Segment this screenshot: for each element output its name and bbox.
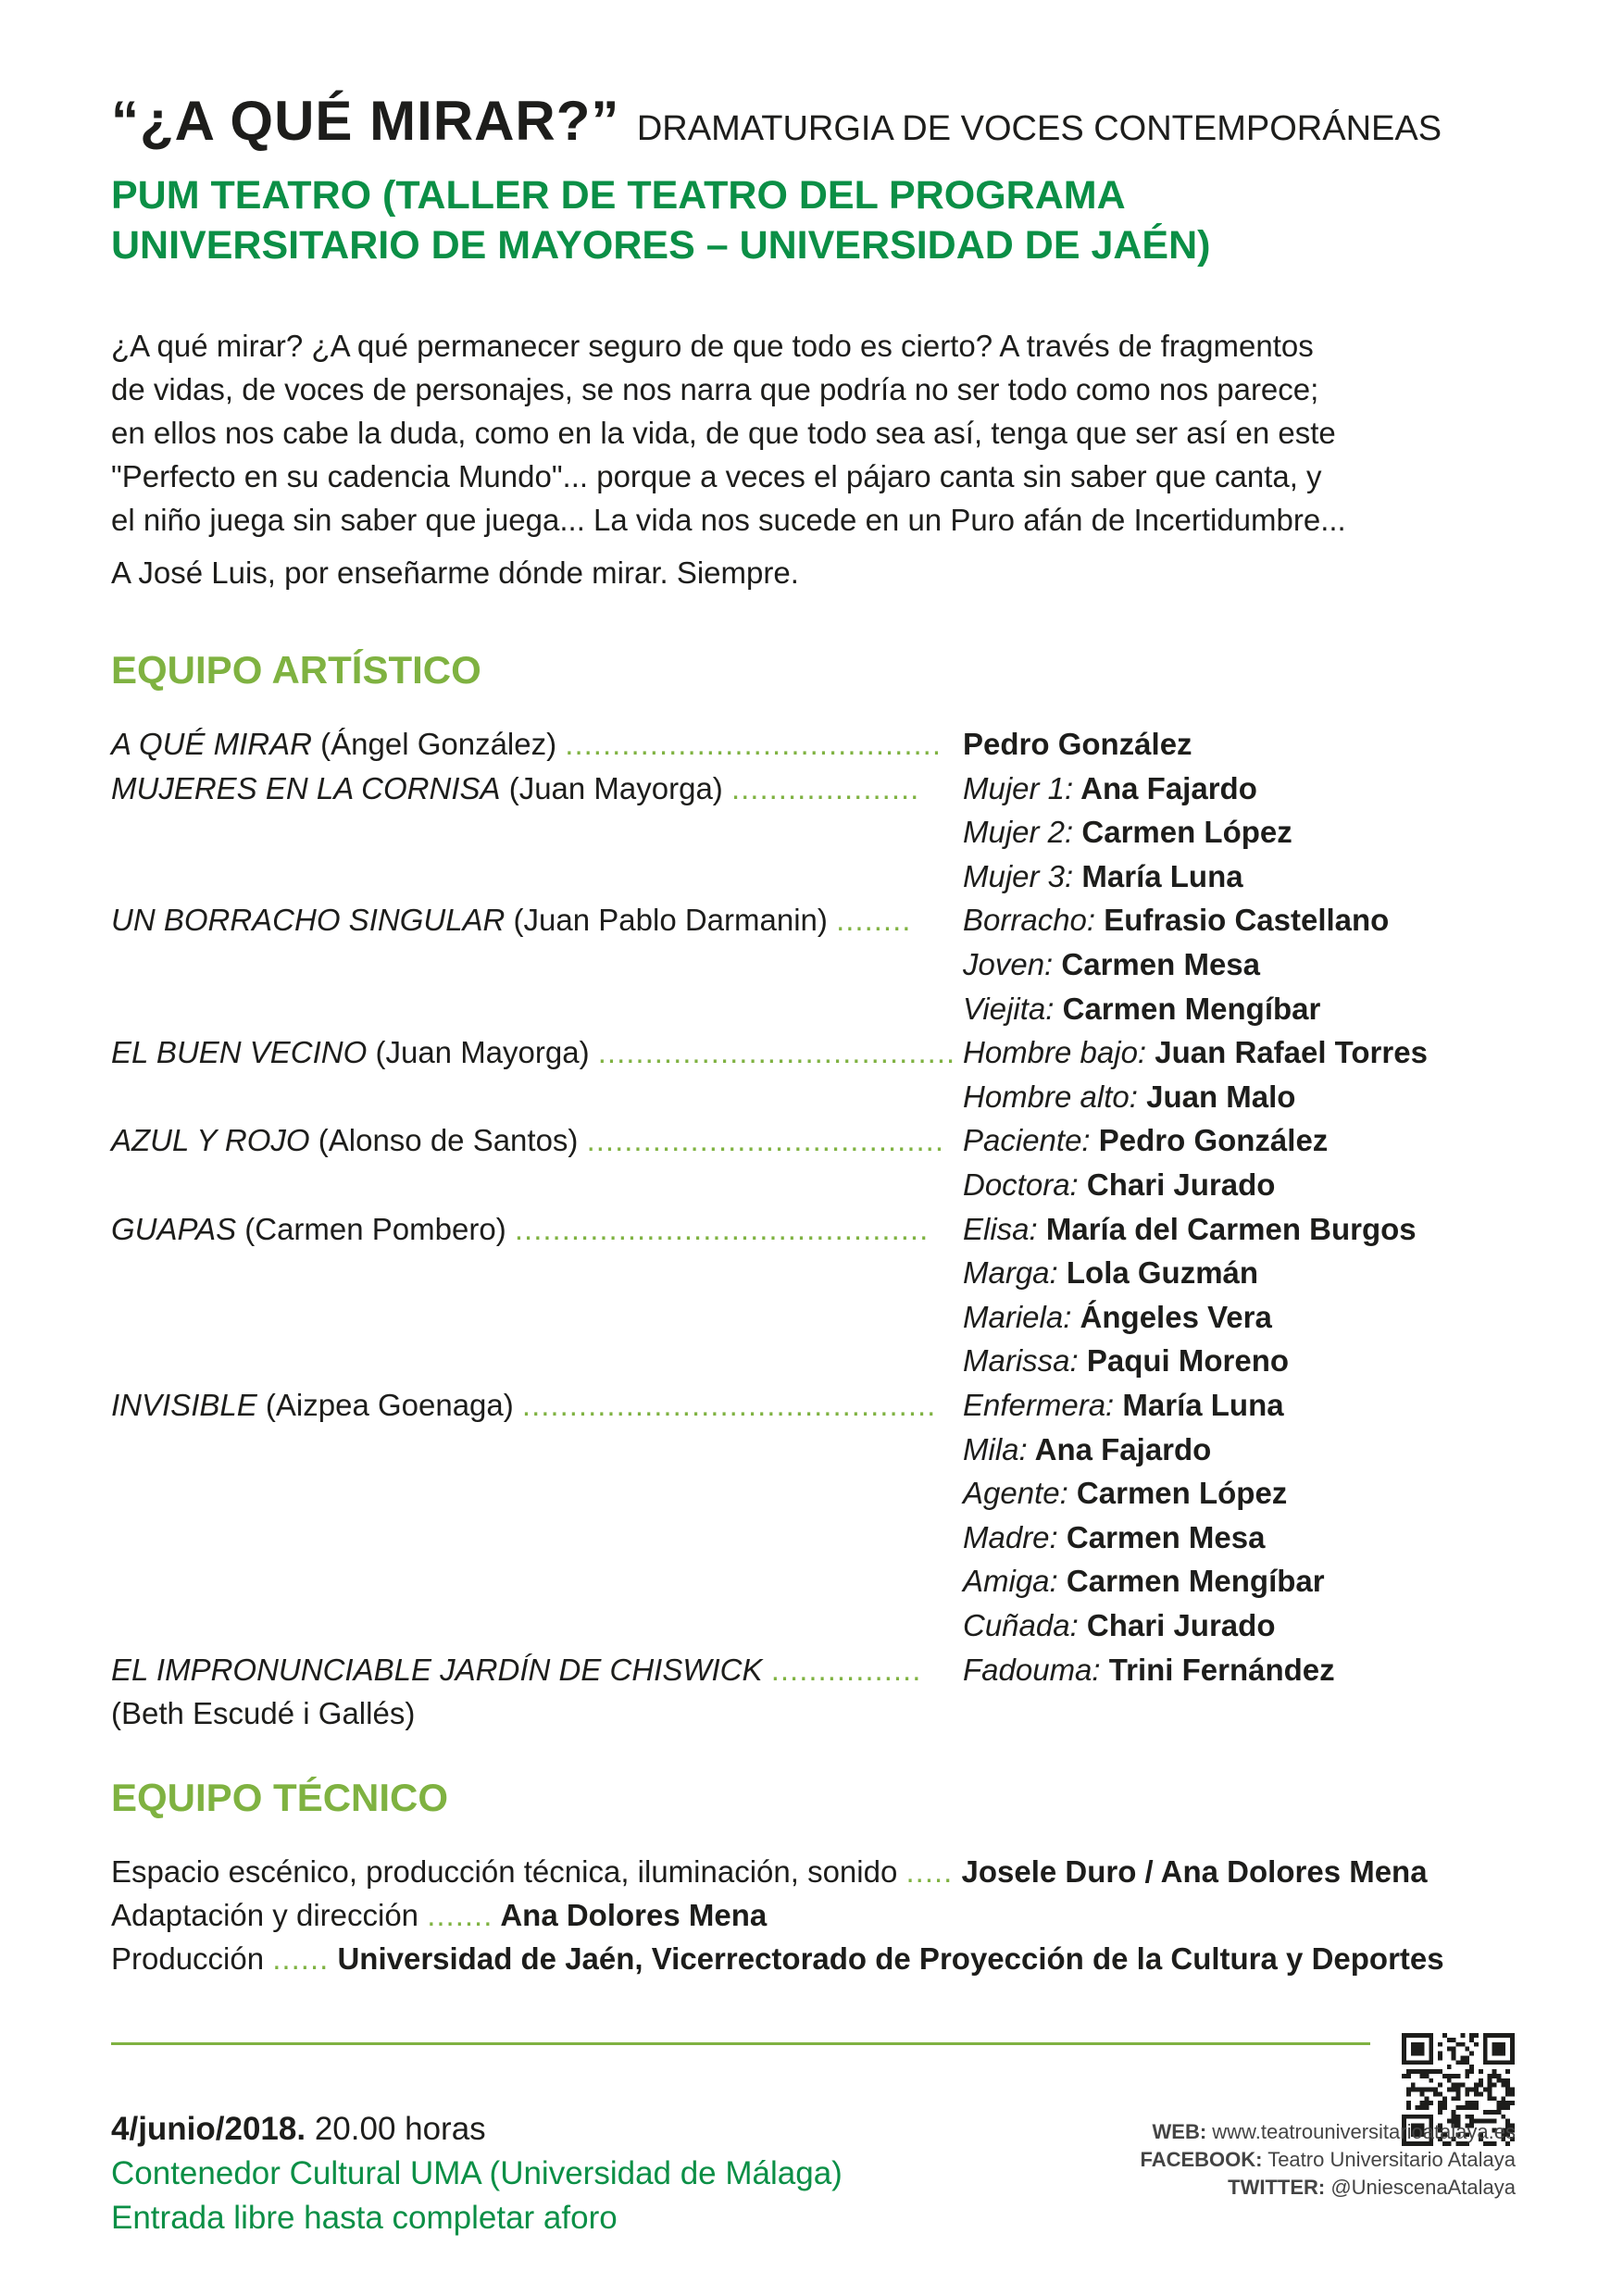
cast-row [111,1691,1555,1735]
cast-row [111,1251,1555,1294]
role-cell [963,767,1257,810]
tech-row [111,1937,1444,1980]
company-line-1: PUM TEATRO (TALLER DE TEATRO DEL PROGRAMA [111,173,1126,218]
web-label: WEB: [1152,2120,1207,2143]
event-venue: Contenedor Cultural UMA (Universidad de Málaga) [111,2155,843,2191]
role-label: Hombre bajo: [963,1035,1147,1070]
actor-name: María Luna [1073,858,1243,893]
actor-name: Eufrasio Castellano [1095,903,1390,938]
artistic-team-heading: EQUIPO ARTÍSTICO [111,648,481,692]
work-author: (Juan Mayorga) [500,770,731,805]
role-label: Elisa: [963,1211,1038,1246]
contact-info [1140,2118,1516,2202]
role-cell [963,1163,1275,1206]
work-author [763,1653,771,1687]
work-author: (Alonso de Santos) [309,1123,587,1158]
actor-name: Carmen Mesa [1053,947,1260,981]
dedication: A José Luis, por enseñarme dónde mirar. Siempre. [111,555,799,590]
role-cell [963,1559,1325,1603]
role-cell [963,1075,1295,1118]
event-time: 20.00 horas [306,2111,486,2147]
cast-row [111,942,1555,986]
role-cell [963,1648,1335,1691]
facebook-link[interactable]: Teatro Universitario Atalaya [1262,2148,1516,2171]
role-cell [963,1251,1258,1294]
cast-row [111,810,1555,854]
twitter-link[interactable]: @UniescenaAtalaya [1325,2176,1516,2199]
cast-row [111,1471,1555,1515]
facebook-line [1140,2146,1516,2174]
cast-row [111,1339,1555,1382]
cast-row [111,767,1555,810]
role-label: Madre: [963,1519,1058,1554]
actor-name: Ángeles Vera [1071,1299,1272,1334]
intro-line: el niño juega sin saber que juega... La vida nos sucede en un Puro afán de Incertidumbre... [111,503,1346,537]
tech-row [111,1850,1428,1893]
role-label: Borracho: [963,903,1096,938]
dot-leader: ................ [770,1652,922,1687]
cast-row [111,1603,1555,1647]
work-cell [111,1030,955,1074]
intro-line: en ellos nos cabe la duda, como en la vida, de que todo sea así, tenga que ser así en este [111,416,1336,450]
actor-name: Carmen López [1067,1476,1288,1511]
role-cell [963,855,1243,898]
work-title: GUAPAS [111,1211,237,1246]
role-label: Marga: [963,1255,1058,1291]
company-line-2: UNIVERSITARIO DE MAYORES – UNIVERSIDAD DE JAÉN) [111,223,1211,268]
cast-row [111,1428,1555,1471]
role-cell [963,1339,1289,1382]
page-title: “¿A QUÉ MIRAR?” [111,90,620,152]
role-cell [963,1295,1272,1339]
work-author: (Carmen Pombero) [236,1211,515,1246]
work-cell [111,1207,929,1251]
cast-row [111,987,1555,1030]
role-label: Enfermera: [963,1388,1115,1422]
actor-name: Ana Fajardo [1027,1431,1212,1466]
twitter-label: TWITTER: [1228,2176,1326,2199]
event-entry: Entrada libre hasta completar aforo [111,2200,618,2236]
tech-value: Universidad de Jaén, Vicerrectorado de Proyección de la Cultura y Deportes [329,1941,1444,1976]
actor-name: Ana Fajardo [1073,770,1257,805]
actor-name: Carmen Mesa [1057,1519,1266,1554]
role-cell [963,810,1292,854]
event-date-time [111,2111,486,2148]
cast-row [111,1075,1555,1118]
work-cell [111,898,911,942]
role-label: Mujer 1: [963,770,1074,805]
work-author: (Juan Mayorga) [367,1035,598,1070]
work-cell [111,1383,936,1427]
role-cell [963,898,1389,942]
cast-row [111,1648,1555,1691]
role-label: Mariela: [963,1299,1072,1334]
role-label: Mujer 2: [963,815,1074,850]
role-label: Fadouma: [963,1652,1101,1687]
cast-row [111,1163,1555,1206]
cast-row [111,1207,1555,1251]
work-title: EL BUEN VECINO [111,1035,368,1070]
work-cell [111,767,919,810]
web-link[interactable]: www.teatrouniversitarioatalaya.es [1206,2120,1516,2143]
role-label: Doctora: [963,1167,1079,1202]
actor-name: Lola Guzmán [1057,1255,1259,1291]
role-label: Viejita: [963,991,1055,1026]
role-cell [963,1030,1428,1074]
tech-value: Ana Dolores Mena [493,1898,768,1932]
actor-name: Chari Jurado [1078,1608,1276,1642]
work-cell [111,1691,415,1735]
role-cell [963,1207,1417,1251]
role-cell [963,1428,1211,1471]
actor-name: Paqui Moreno [1078,1343,1290,1379]
work-title: MUJERES EN LA CORNISA [111,770,501,805]
role-cell [963,1383,1284,1427]
facebook-label: FACEBOOK: [1140,2148,1263,2171]
work-title: AZUL Y ROJO [111,1123,310,1158]
cast-row [111,1383,1555,1427]
role-label: Cuñada: [963,1608,1079,1642]
work-cell [111,1118,944,1162]
role-cell [963,1471,1287,1515]
role-cell [963,987,1320,1030]
tech-label: Producción [111,1941,273,1976]
cast-row [111,1118,1555,1162]
dot-leader: ..... [905,1854,954,1889]
intro-line: ¿A qué mirar? ¿A qué permanecer seguro de que todo es cierto? A través de fragmentos [111,329,1314,363]
tech-value: Josele Duro / Ana Dolores Mena [953,1854,1428,1889]
cast-row [111,1030,1555,1074]
cast-row [111,1295,1555,1339]
role-label: Paciente: [963,1123,1091,1158]
role-cell [963,1603,1275,1647]
intro-line: de vidas, de voces de personajes, se nos narra que podría no ser todo como nos parece; [111,372,1319,406]
intro-paragraph [111,324,1518,542]
work-title: UN BORRACHO SINGULAR [111,903,506,938]
company-name [111,170,1500,270]
work-author: (Aizpea Goenaga) [256,1388,522,1422]
actor-name: Trini Fernández [1100,1652,1335,1687]
dot-leader: ........................................ [565,727,943,761]
tech-row [111,1893,767,1937]
dot-leader: ............................................ [521,1388,937,1422]
actor-name: Juan Rafael Torres [1146,1035,1428,1070]
tech-label: Adaptación y dirección [111,1898,428,1932]
cast-row [111,1559,1555,1603]
web-line [1140,2118,1516,2146]
dot-leader: ...................................... [597,1035,956,1070]
event-date: 4/junio/2018. [111,2111,306,2147]
work-title: EL IMPRONUNCIABLE JARDÍN DE CHISWICK [111,1652,763,1687]
role-cell [963,1118,1328,1162]
actor-name: Pedro González [963,727,1192,761]
dot-leader: ....... [427,1898,493,1932]
dot-leader: ...... [272,1941,330,1976]
role-label: Mila: [963,1431,1028,1466]
work-author: (Beth Escudé i Gallés) [111,1696,416,1731]
actor-name: María del Carmen Burgos [1037,1211,1417,1246]
divider [111,2042,1370,2045]
dot-leader: ............................................ [514,1211,930,1246]
actor-name: Juan Malo [1137,1079,1296,1114]
work-cell [111,1648,921,1691]
cast-row [111,898,1555,942]
role-cell [963,722,1192,766]
role-cell [963,1516,1265,1559]
title-line [111,89,1442,153]
work-title: A QUÉ MIRAR [111,727,312,761]
actor-name: Carmen López [1073,815,1292,850]
work-cell [111,722,942,766]
page-subtitle: DRAMATURGIA DE VOCES CONTEMPORÁNEAS [636,109,1442,148]
actor-name: María Luna [1114,1388,1284,1422]
actor-name: Carmen Mengíbar [1054,991,1321,1026]
actor-name: Chari Jurado [1078,1167,1276,1202]
tech-label: Espacio escénico, producción técnica, iluminación, sonido [111,1854,906,1889]
technical-team-heading: EQUIPO TÉCNICO [111,1776,449,1819]
twitter-line [1140,2174,1516,2202]
cast-row [111,1516,1555,1559]
cast-row [111,855,1555,898]
role-label: Joven: [963,947,1054,981]
dot-leader: .................... [730,770,920,805]
dot-leader: ...................................... [586,1123,944,1158]
role-label: Amiga: [963,1564,1058,1599]
work-author: (Juan Pablo Darmanin) [505,903,837,938]
work-author: (Ángel González) [311,727,566,761]
intro-line: "Perfecto en su cadencia Mundo"... porque a veces el pájaro canta sin saber que canta, y [111,459,1322,493]
role-label: Agente: [963,1476,1068,1511]
role-label: Marissa: [963,1343,1079,1379]
dot-leader: ........ [836,903,912,938]
actor-name: Pedro González [1090,1123,1329,1158]
actor-name: Carmen Mengíbar [1057,1564,1325,1599]
role-label: Hombre alto: [963,1079,1138,1114]
cast-row [111,722,1555,766]
work-title: INVISIBLE [111,1388,257,1422]
role-label: Mujer 3: [963,858,1074,893]
role-cell [963,942,1260,986]
